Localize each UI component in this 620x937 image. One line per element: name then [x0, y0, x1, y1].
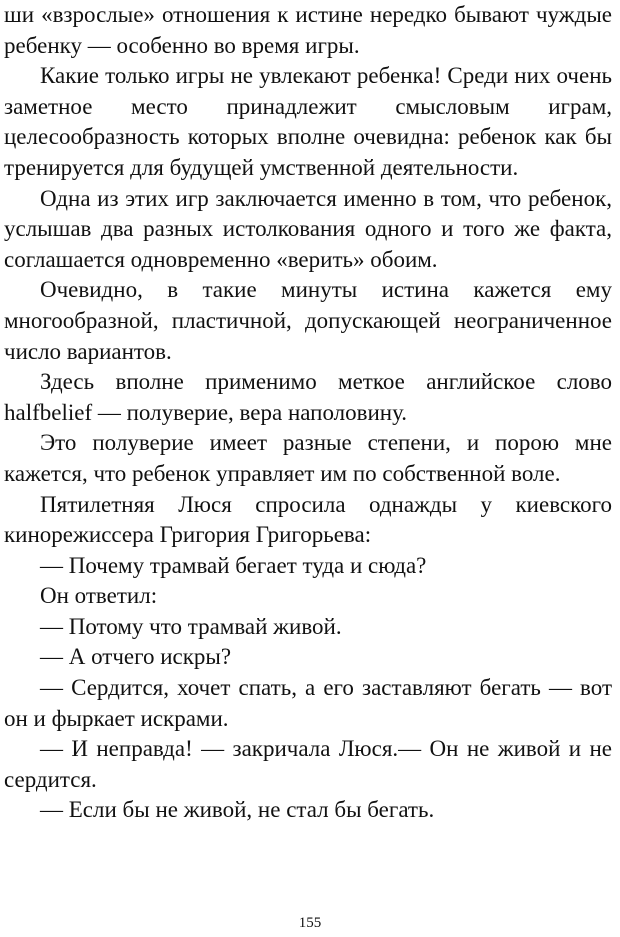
dialogue-line: — Потому что трамвай живой.	[40, 613, 342, 639]
paragraph-one-game: Одна из этих игр заключается именно в том, что ребенок, услышав два разных истолкования одного и того же факта, соглашается одновременно «верить» обоим.	[4, 185, 612, 272]
dialogue-line: — И неправда! — закричала Люся.— Он не живой и не сердится.	[4, 736, 612, 792]
page-number: 155	[298, 915, 322, 931]
dialogue-line: Он ответил:	[40, 583, 158, 609]
book-page-text	[4, 0, 612, 826]
paragraph-halfbelief: Здесь вполне применимо меткое английское слово halfbelief — полуверие, вера наполовину.	[4, 369, 612, 425]
paragraph-truth-variants: Очевидно, в такие минуты истина кажется ему многообразной, пластичной, допускающей неограниченное число вариантов.	[4, 277, 612, 364]
dialogue-line: — Сердится, хочет спать, а его заставляют бегать — вот он и фыркает искрами.	[4, 675, 612, 731]
dialogue-line: — Почему трамвай бегает туда и сюда?	[40, 552, 427, 578]
paragraph-degrees: Это полуверие имеет разные степени, и порою мне кажется, что ребенок управляет им по собственной воле.	[4, 430, 612, 486]
dialogue-line: — А отчего искры?	[40, 644, 232, 670]
paragraph-games: Какие только игры не увлекают ребенка! Среди них очень заметное место принадлежит смысловым играм, целесообразность которых вполне очевидна: ребенок как бы тренируется для будущей умственной деятельности.	[4, 63, 612, 180]
paragraph-continuation: ши «взрослые» отношения к истине нередко бывают чуждые ребенку — особенно во время игры.	[4, 2, 612, 58]
paragraph-lyusya-asked: Пятилетняя Люся спросила однажды у киевского кинорежиссера Григория Григорьева:	[4, 491, 612, 548]
dialogue-line: — Если бы не живой, не стал бы бегать.	[40, 797, 435, 823]
